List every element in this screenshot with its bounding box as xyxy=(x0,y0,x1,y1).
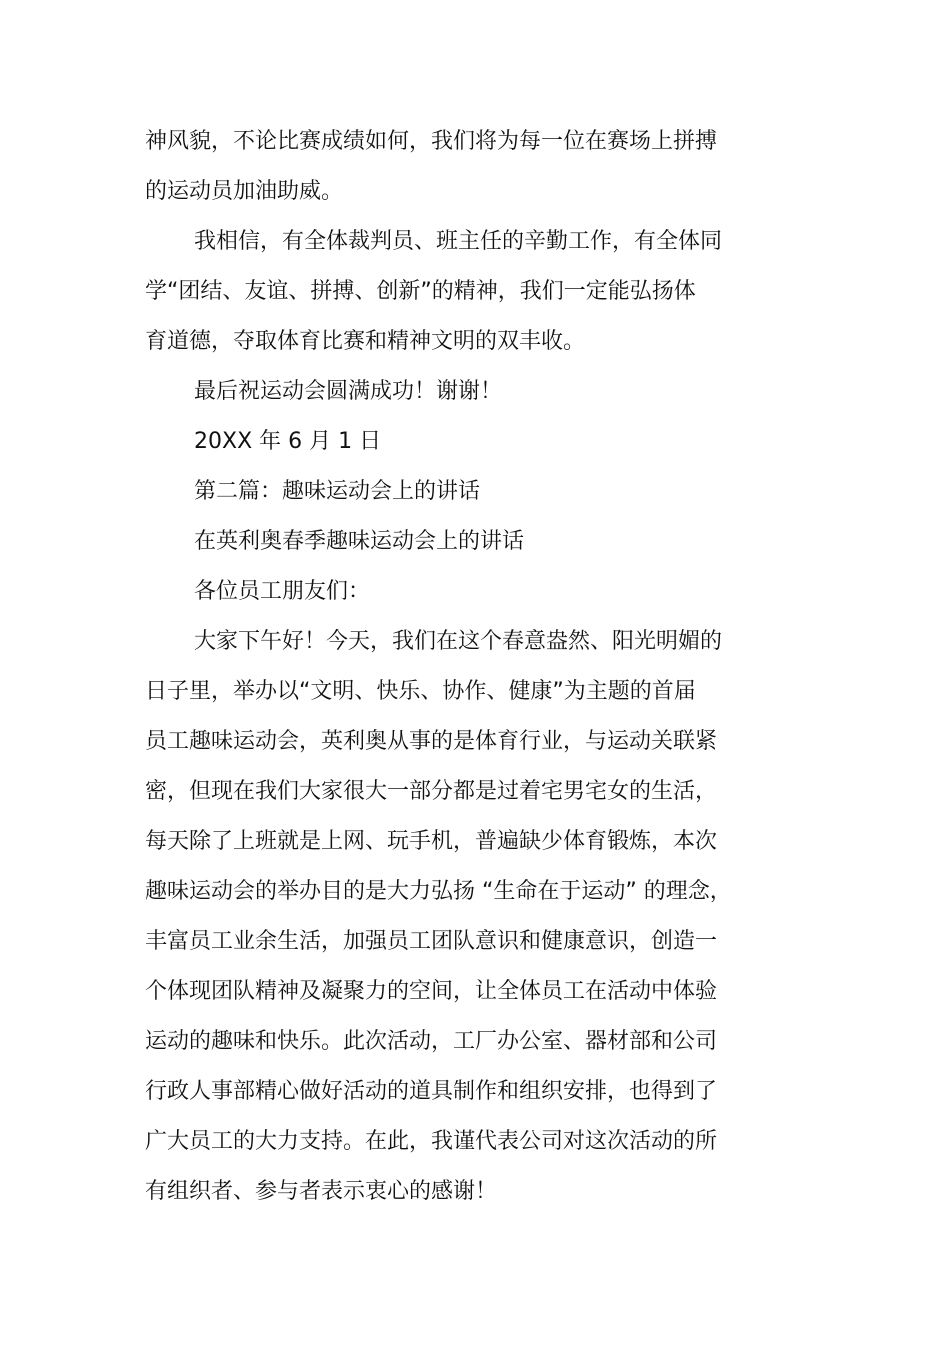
salutation: 各位员工朋友们： xyxy=(194,579,371,604)
text-line: 大家下午好！今天，我们在这个春意盎然、阳光明媚的 xyxy=(194,629,723,654)
date-line: 20XX 年 6 月 1 日 xyxy=(194,429,382,454)
text-line: 的运动员加油助威。 xyxy=(145,179,344,204)
speech-title: 在英利奥春季趣味运动会上的讲话 xyxy=(194,529,525,554)
text-line: 个体现团队精神及凝聚力的空间，让全体员工在活动中体验 xyxy=(145,979,718,1004)
text-line: 行政人事部精心做好活动的道具制作和组织安排，也得到了 xyxy=(145,1079,718,1104)
section-heading: 第二篇：趣味运动会上的讲话 xyxy=(194,479,481,504)
text-line: 最后祝运动会圆满成功！谢谢！ xyxy=(194,379,503,404)
text-line: 学“团结、友谊、拼搏、创新”的精神，我们一定能弘扬体 xyxy=(145,279,696,304)
text-line: 趣味运动会的举办目的是大力弘扬 “生命在于运动” 的理念， xyxy=(145,879,732,904)
text-line: 有组织者、参与者表示衷心的感谢！ xyxy=(145,1179,498,1204)
text-line: 密，但现在我们大家很大一部分都是过着宅男宅女的生活， xyxy=(145,779,718,804)
text-line: 丰富员工业余生活，加强员工团队意识和健康意识，创造一 xyxy=(145,929,718,954)
text-line: 运动的趣味和快乐。此次活动，工厂办公室、器材部和公司 xyxy=(145,1029,718,1054)
text-line: 每天除了上班就是上网、玩手机，普遍缺少体育锻炼，本次 xyxy=(145,829,718,854)
text-line: 我相信，有全体裁判员、班主任的辛勤工作，有全体同 xyxy=(194,229,723,254)
text-line: 育道德，夺取体育比赛和精神文明的双丰收。 xyxy=(145,329,586,354)
text-line: 日子里，举办以“文明、快乐、协作、健康”为主题的首届 xyxy=(145,679,696,704)
text-line: 神风貌，不论比赛成绩如何，我们将为每一位在赛场上拼搏 xyxy=(145,129,718,154)
text-line: 广大员工的大力支持。在此，我谨代表公司对这次活动的所 xyxy=(145,1129,718,1154)
text-line: 员工趣味运动会，英利奥从事的是体育行业，与运动关联紧 xyxy=(145,729,718,754)
